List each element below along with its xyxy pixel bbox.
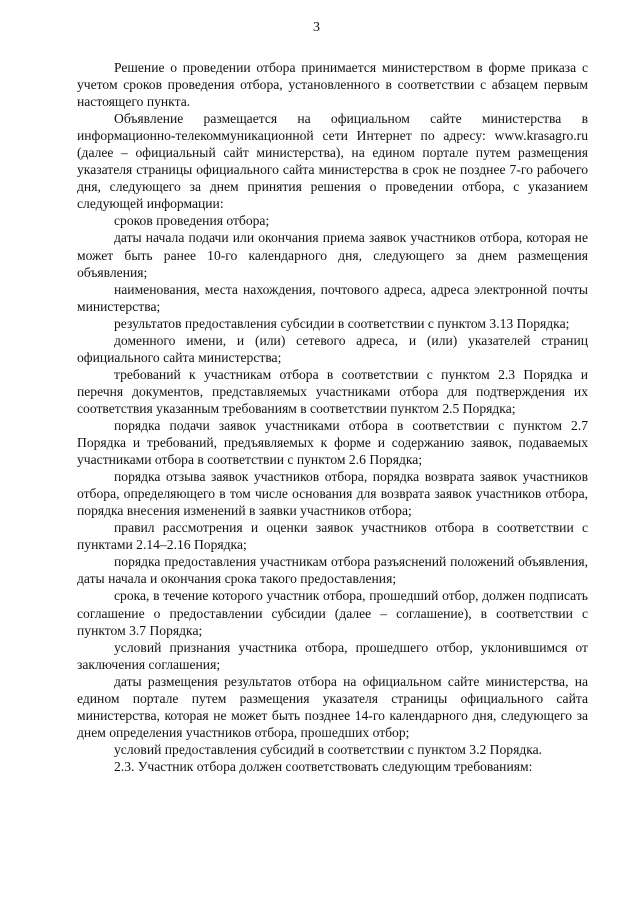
- list-item-subsidy-conditions: условий предоставления субсидий в соответствии с пунктом 3.2 Порядка.: [114, 741, 543, 757]
- document-body: [77, 59, 588, 775]
- list-item-subsidy-results: результатов предоставления субсидии в соответствии с пунктом 3.13 Порядка;: [114, 315, 570, 331]
- list-item-results-publication: даты размещения результатов отбора на официальном сайте министерства, на едином портале путем размещения указателя страницы официального сайта министерства, которая не может быть позднее 14-го календарного дня, следующего за днем определения участников отбора, прошедших отбор;: [77, 673, 588, 740]
- list-item-ministry-contacts: наименования, места нахождения, почтового адреса, адреса электронной почты министерства;: [77, 281, 588, 314]
- page-number: 3: [313, 20, 320, 35]
- list-item-domain-name: доменного имени, и (или) сетевого адреса, и (или) указателей страниц официального сайта министерства;: [77, 332, 588, 365]
- paragraph-decision: Решение о проведении отбора принимается министерством в форме приказа с учетом сроков проведения отбора, установленного в соответствии с абзацем первым настоящего пункта.: [77, 60, 588, 110]
- list-item-selection-terms: сроков проведения отбора;: [114, 213, 270, 229]
- list-item-application-procedure: порядка подачи заявок участниками отбора в соответствии с пунктом 2.7 Порядка и требований, предъявляемых к форме и содержанию заявок, подаваемых участниками отбора в соответствии с пунктом 2.6 Порядка;: [77, 417, 588, 468]
- list-item-clarifications: порядка предоставления участникам отбора разъяснений положений объявления, даты начала и окончания срока такого предоставления;: [77, 554, 588, 587]
- list-item-application-dates: даты начала подачи или окончания приема заявок участников отбора, которая не может быть ранее 10-го календарного дня, следующего за днем размещения объявления;: [77, 230, 588, 280]
- paragraph-announcement: Объявление размещается на официальном сайте министерства в информационно-телекоммуникационной сети Интернет по адресу: www.krasagro.ru (далее – официальный сайт министерства), на едином портале путем размещения указателя страницы официального сайта министерства в срок не позднее 7-го рабочего дня, следующего за днем принятия решения о проведении отбора, с указанием следующей информации:: [77, 111, 588, 212]
- section-2-3-heading: 2.3. Участник отбора должен соответствовать следующим требованиям:: [114, 758, 533, 774]
- list-item-review-rules: правил рассмотрения и оценки заявок участников отбора в соответствии с пунктами 2.14–2.16 Порядка;: [77, 520, 588, 553]
- list-item-evasion-conditions: условий признания участника отбора, прошедшего отбор, уклонившимся от заключения соглашения;: [77, 639, 588, 672]
- list-item-withdrawal-procedure: порядка отзыва заявок участников отбора, порядка возврата заявок участников отбора, определяющего в том числе основания для возврата заявок участников отбора, порядка внесения изменений в заявки участников отбора;: [77, 469, 588, 519]
- list-item-agreement-deadline: срока, в течение которого участник отбора, прошедший отбор, должен подписать соглашение о предоставлении субсидии (далее – соглашение), в соответствии с пунктом 3.7 Порядка;: [77, 588, 588, 638]
- list-item-participant-requirements: требований к участникам отбора в соответствии с пунктом 2.3 Порядка и перечня документов, представляемых участниками отбора для подтверждения их соответствия указанным требованиям в соответствии пунктом 2.5 Порядка;: [77, 366, 588, 416]
